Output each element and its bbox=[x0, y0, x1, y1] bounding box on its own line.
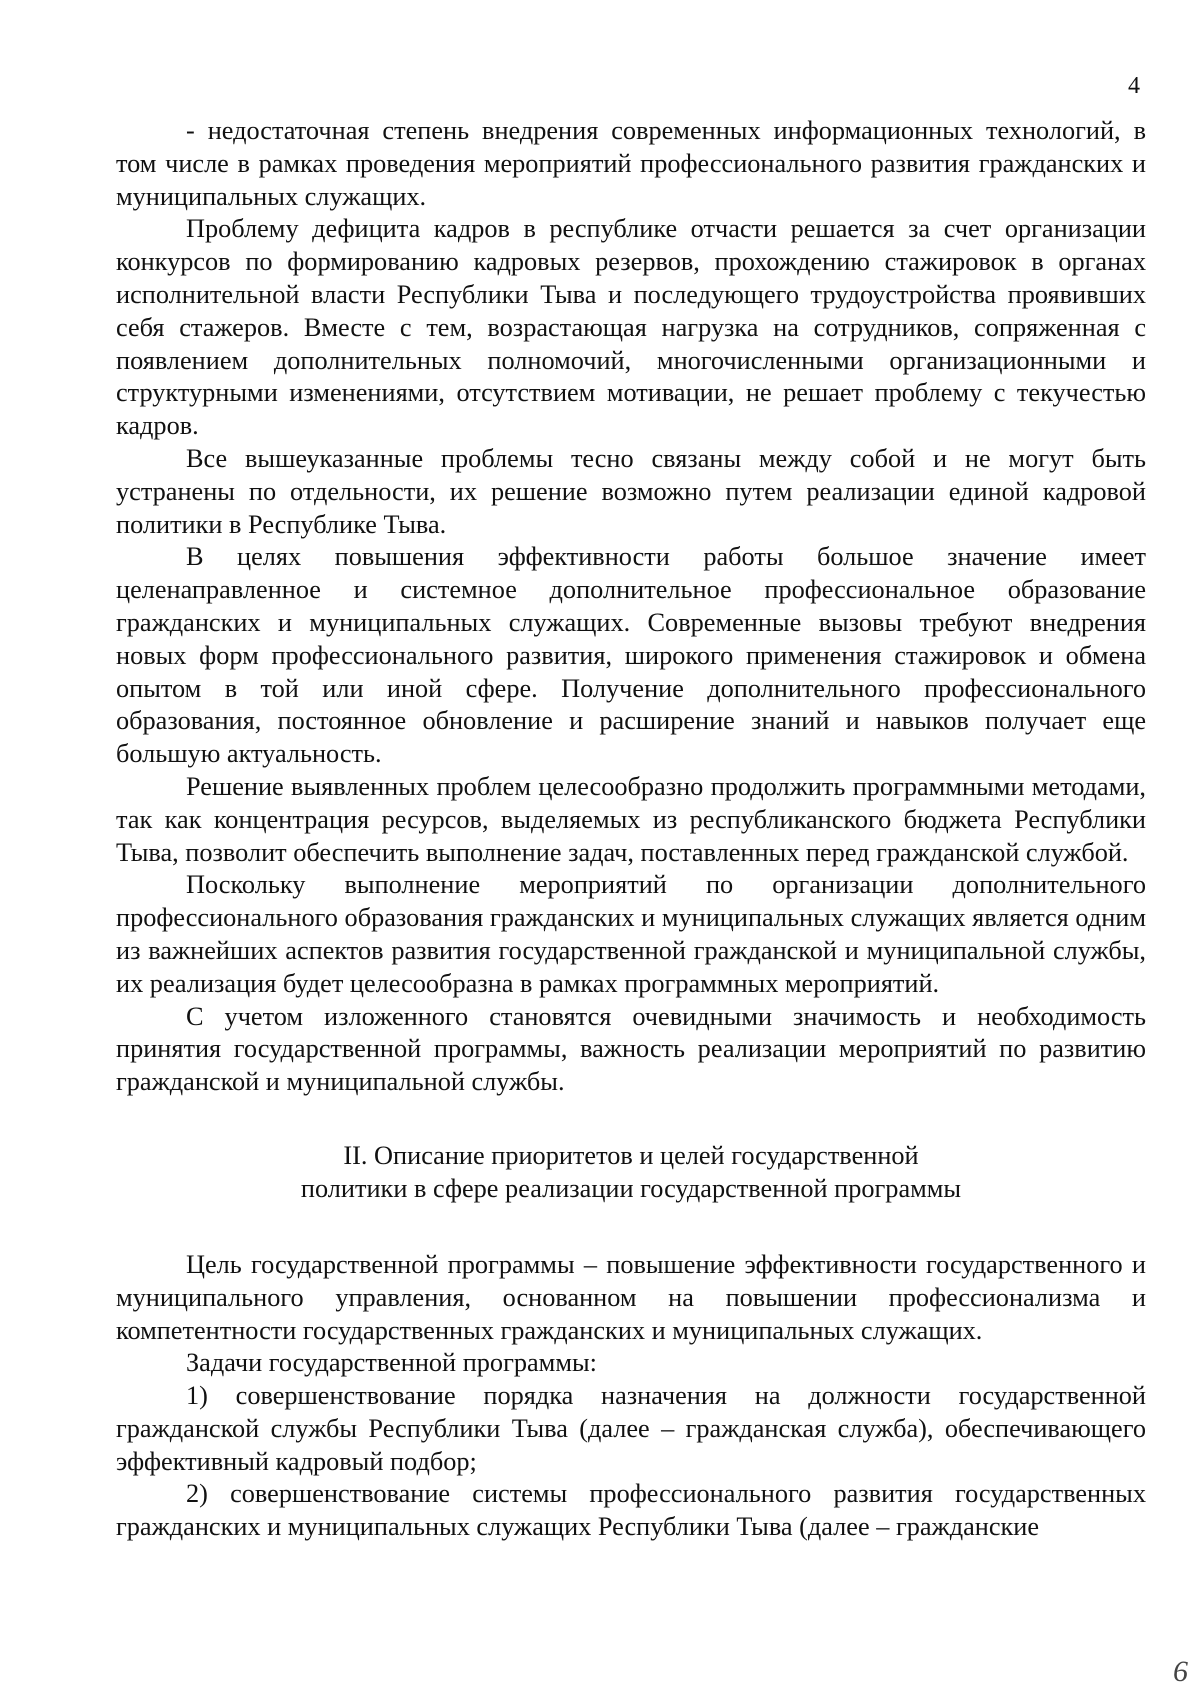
paragraph-program-methods: Решение выявленных проблем целесообразно продолжить программными методами, так как концентрация ресурсов, выделяемых из республиканского бюджета Республики Тыва, позволит обеспечить выполнение задач, поставленных перед гражданской службой. bbox=[116, 771, 1146, 867]
paragraph-program-necessity: С учетом изложенного становятся очевидными значимость и необходимость принятия государственной программы, важность реализации мероприятий по развитию гражданской и муниципальной службы. bbox=[116, 1001, 1146, 1097]
list-item-task-2: 2) совершенствование системы профессионального развития государственных гражданских и муниципальных служащих Республики Тыва (далее – гражданские bbox=[116, 1479, 1146, 1542]
list-item-task-1: 1) совершенствование порядка назначения на должности государственной гражданской службы Республики Тыва (далее – гражданская служба), обеспечивающего эффективный кадровый подбор; bbox=[116, 1381, 1146, 1476]
paragraph-staff-shortage: Проблему дефицита кадров в республике отчасти решается за счет организации конкурсов по формированию кадровых резервов, прохождению стажировок в органах исполнительной власти Республики Тыва и последующего трудоустройства проявивших себя стажеров. Вместе с тем, возрастающая нагрузка на сотрудников, сопряженная с появлением дополнительных полномочий, многочисленными организационными и структурными изменениями, отсутствием мотивации, не решает проблему с текучестью кадров. bbox=[116, 214, 1146, 441]
section-heading bbox=[116, 1139, 1146, 1205]
paragraph-professional-education: В целях повышения эффективности работы большое значение имеет целенаправленное и системное дополнительное профессиональное образование гражданских и муниципальных служащих. Современные вызовы требуют внедрения новых форм профессионального развития, широкого применения стажировок и обмена опытом в той или иной сфере. Получение дополнительного профессионального образования, постоянное обновление и расширение знаний и навыков получает еще большую актуальность. bbox=[116, 542, 1146, 769]
section-heading-line-1: II. Описание приоритетов и целей государственной bbox=[343, 1140, 919, 1170]
document-body bbox=[116, 115, 1146, 1544]
paragraph-program-goal: Цель государственной программы – повышение эффективности государственного и муниципального управления, основанном на повышении профессионализма и компетентности государственных гражданских и муниципальных служащих. bbox=[116, 1249, 1146, 1345]
handwritten-margin-mark: 6 bbox=[1173, 1655, 1188, 1688]
paragraph-unified-policy: Все вышеуказанные проблемы тесно связаны между собой и не могут быть устранены по отдельности, их решение возможно путем реализации единой кадровой политики в Республике Тыва. bbox=[116, 443, 1146, 539]
page-number: 4 bbox=[1128, 73, 1140, 99]
section-heading-line-2: политики в сфере реализации государственной программы bbox=[300, 1173, 962, 1203]
paragraph-tech-deficiency: - недостаточная степень внедрения современных информационных технологий, в том числе в рамках проведения мероприятий профессионального развития гражданских и муниципальных служащих. bbox=[116, 116, 1146, 211]
paragraph-program-tasks-intro: Задачи государственной программы: bbox=[186, 1348, 597, 1378]
paragraph-program-activities: Поскольку выполнение мероприятий по организации дополнительного профессионального образования гражданских и муниципальных служащих является одним из важнейших аспектов развития государственной гражданской и муниципальной службы, их реализация будет целесообразна в рамках программных мероприятий. bbox=[116, 870, 1146, 998]
